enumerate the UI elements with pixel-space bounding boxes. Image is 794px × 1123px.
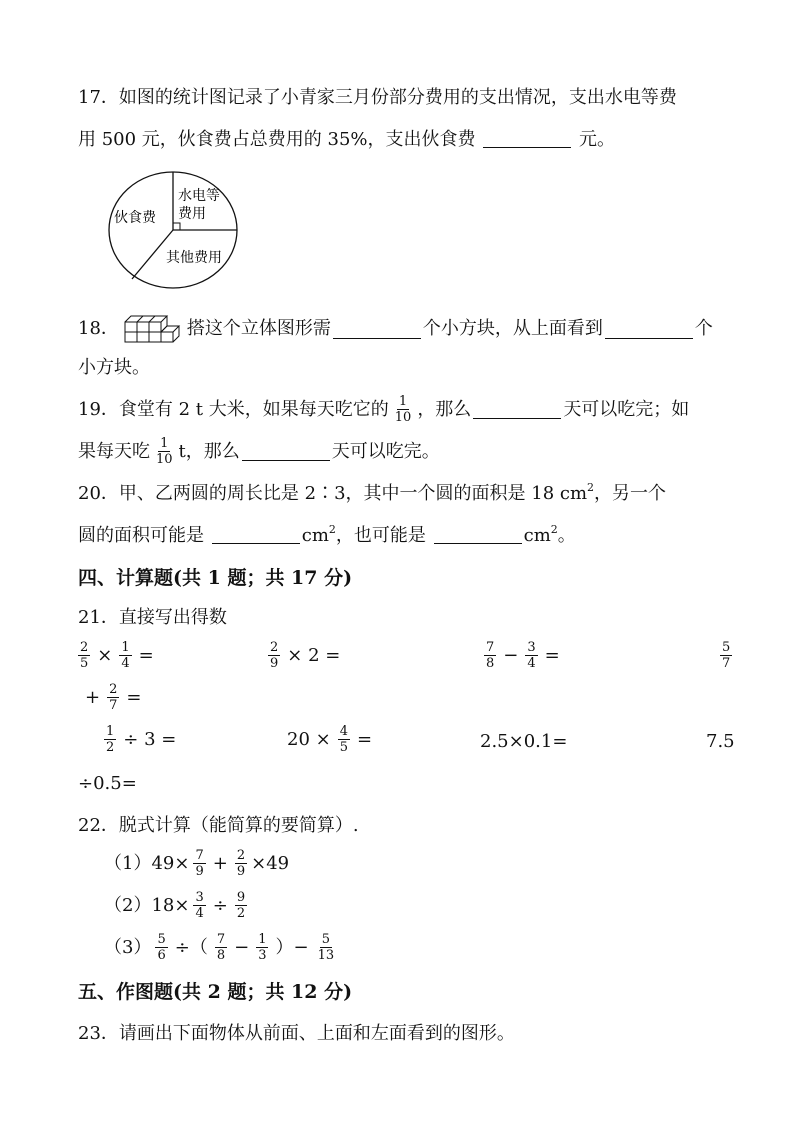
q17-line2 [78, 128, 615, 152]
q21-problem-7: 2.5×0.1= [480, 731, 568, 752]
section-4-heading: 四、计算题(共 1 题；共 17 分) [78, 567, 353, 589]
q18-text-a: 搭这个立体图形需 [186, 318, 331, 339]
q21-problem-2: $\frac{2}{9}$ × 2 = [270, 640, 341, 671]
q22-row-3: （3） $\frac{5}{6}$ ÷（ $\frac{7}{8}$ − $\frac{1}{3}$ ）− $\frac{5}{13}$ [104, 932, 335, 963]
q18-blank-count[interactable] [333, 320, 421, 339]
expense-pie-chart [104, 168, 240, 292]
q21-problem-8-part-a: 7.5 [706, 731, 735, 752]
q19-text-e: t，那么 [178, 440, 240, 462]
q20-line2: 圆的面积可能是 $cm^2$，也可能是 $cm^2$。 [78, 523, 576, 546]
pie-label-utility-b: 费用 [178, 206, 206, 222]
right-angle-mark [173, 223, 180, 230]
pie-label-other: 其他费用 [166, 250, 222, 266]
q21-problem-4-part-a: $\frac{5}{7}$ [722, 640, 731, 671]
q19-line2 [78, 436, 440, 467]
q20-blank-area-b[interactable] [434, 525, 522, 544]
q19-text-c: 天可以吃完；如 [563, 398, 690, 420]
q18-line1 [78, 314, 713, 344]
q22-row-2: （2）18× $\frac{3}{4}$ ÷ $\frac{9}{2}$ [104, 890, 246, 921]
q21-problem-1: $\frac{2}{5}$ × $\frac{1}{4}$ = [80, 640, 154, 671]
q20-text-b: ，另一个 [594, 483, 667, 504]
q17-unit: 元。 [579, 129, 615, 150]
q20-text-c: 圆的面积可能是 [78, 525, 204, 546]
q19-text-f: 天可以吃完。 [331, 440, 440, 462]
q18-line2: 小方块。 [78, 357, 150, 378]
q20-unit-b: cm [523, 525, 551, 546]
q18-number: 18． [78, 318, 119, 339]
q21-title: 21．直接写出得数 [78, 607, 227, 628]
q20-text-e: ，也可能是 [335, 525, 426, 546]
q21-problem-8-part-b: ÷0.5= [78, 773, 137, 794]
q20-text-g: 。 [557, 525, 576, 546]
q18-text-b: 个小方块，从上面看到 [422, 318, 603, 339]
q20-line1 [78, 482, 666, 506]
q19-text-a: 19．食堂有 2 t 大米，如果每天吃它的 [78, 398, 389, 420]
section-5-heading: 五、作图题(共 2 题；共 12 分) [78, 981, 353, 1003]
q19-blank-days-a[interactable] [473, 400, 561, 419]
q17-text: 用 500 元，伙食费占总费用的 35%，支出伙食费 [78, 129, 476, 150]
q19-text-d: 果每天吃 [78, 440, 150, 462]
cube-figure-icon [123, 314, 183, 344]
q17-line1: 17．如图的统计图记录了小青家三月份部分费用的支出情况，支出水电等费 [78, 87, 677, 108]
fraction-one-tenth: $\frac{1}{10}$ [394, 394, 412, 425]
pie-label-food: 伙食费 [114, 210, 156, 226]
q22-row-1: （1）49× $\frac{7}{9}$ + $\frac{2}{9}$ ×49 [104, 848, 290, 879]
q21-problem-5: $\frac{1}{2}$ ÷ 3 = [106, 724, 177, 755]
q19-text-b: ，那么 [417, 398, 472, 420]
q21-problem-3: $\frac{7}{8}$ − $\frac{3}{4}$ = [486, 640, 560, 671]
q21-problem-6: 20 × $\frac{4}{5}$ = [287, 724, 373, 755]
q18-text-c: 个 [694, 318, 713, 339]
q22-title: 22．脱式计算（能简算的要简算）. [78, 815, 359, 836]
q18-blank-top-view[interactable] [605, 320, 693, 339]
q21-problem-4-part-b: + $\frac{2}{7}$ = [85, 682, 142, 713]
q23-text: 23．请画出下面物体从前面、上面和左面看到的图形。 [78, 1023, 515, 1044]
q19-line1 [78, 394, 689, 425]
q19-blank-days-b[interactable] [242, 442, 330, 461]
q20-unit-a: cm [301, 525, 329, 546]
q20-blank-area-a[interactable] [212, 525, 300, 544]
q20-text-a: 20．甲、乙两圆的周长比是 2∶3，其中一个圆的面积是 18 cm [78, 483, 588, 504]
q17-answer-blank[interactable] [483, 129, 571, 148]
pie-label-utility-a: 水电等 [178, 188, 220, 204]
q20-sup: 2 [587, 481, 595, 494]
fraction-one-tenth-t: $\frac{1}{10}$ [156, 436, 173, 467]
